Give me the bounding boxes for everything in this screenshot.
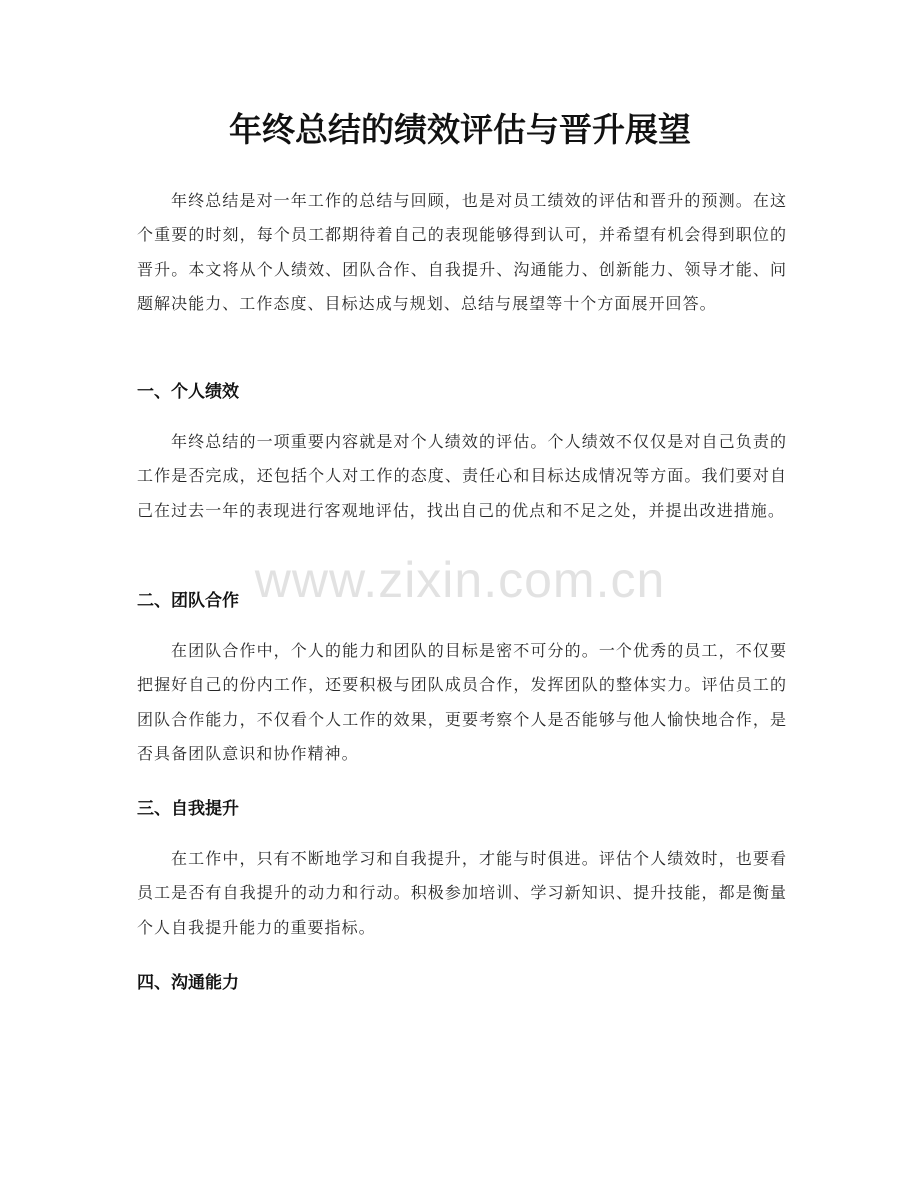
section-body-self-improvement: 在工作中，只有不断地学习和自我提升，才能与时俱进。评估个人绩效时，也要看员工是否有自我提升的动力和行动。积极参加培训、学习新知识、提升技能，都是衡量个人自我提升能力的重要指标。 <box>137 849 787 937</box>
section-heading-teamwork: 二、团队合作 <box>137 591 239 611</box>
section-heading-communication: 四、沟通能力 <box>137 973 239 993</box>
section-body-personal-performance: 年终总结的一项重要内容就是对个人绩效的评估。个人绩效不仅仅是对自己负责的工作是否完成，还包括个人对工作的态度、责任心和目标达成情况等方面。我们要对自己在过去一年的表现进行客观地评估，找出自己的优点和不足之处，并提出改进措施。 <box>137 432 787 520</box>
document-title: 年终总结的绩效评估与晋升展望 <box>229 110 691 149</box>
section-heading-self-improvement: 三、自我提升 <box>137 799 239 819</box>
section-body-teamwork: 在团队合作中，个人的能力和团队的目标是密不可分的。一个优秀的员工，不仅要把握好自己的份内工作，还要积极与团队成员合作，发挥团队的整体实力。评估员工的团队合作能力，不仅看个人工作的效果，更要考察个人是否能够与他人愉快地合作，是否具备团队意识和协作精神。 <box>137 641 787 763</box>
intro-paragraph: 年终总结是对一年工作的总结与回顾，也是对员工绩效的评估和晋升的预测。在这个重要的时刻，每个员工都期待着自己的表现能够得到认可，并希望有机会得到职位的晋升。本文将从个人绩效、团队合作、自我提升、沟通能力、创新能力、领导才能、问题解决能力、工作态度、目标达成与规划、总结与展望等十个方面展开回答。 <box>137 191 787 313</box>
section-heading-personal-performance: 一、个人绩效 <box>137 382 239 402</box>
watermark: www.zixin.com.cn <box>254 552 666 608</box>
